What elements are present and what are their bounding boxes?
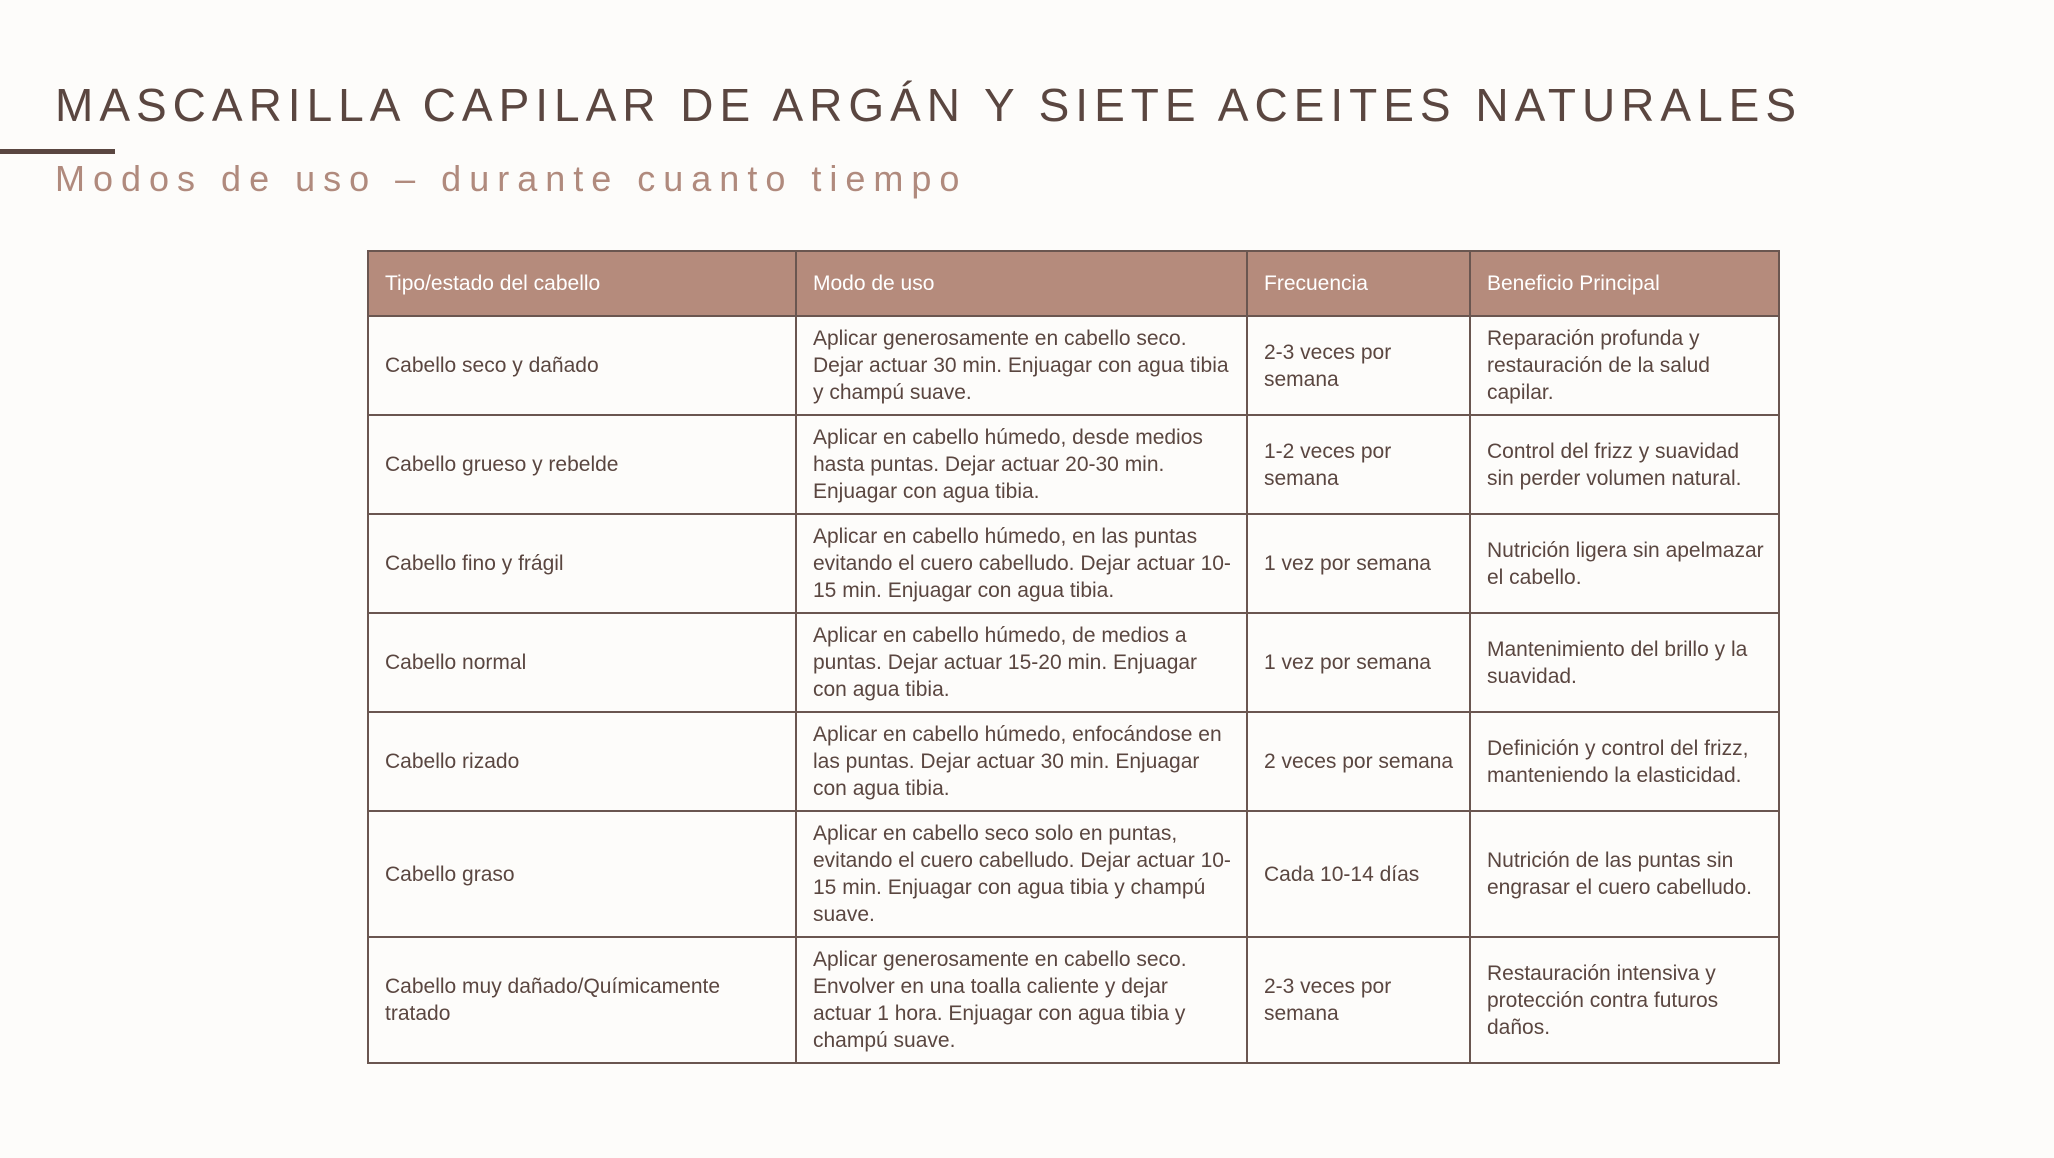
table-row — [368, 613, 1779, 712]
cell-usage-mode: Aplicar en cabello húmedo, en las puntas evitando el cuero cabelludo. Dejar actuar 10-15 min. Enjuagar con agua tibia. — [796, 514, 1247, 613]
cell-frequency: 1-2 veces por semana — [1247, 415, 1470, 514]
cell-usage-mode: Aplicar generosamente en cabello seco. Envolver en una toalla caliente y dejar actuar 1 hora. Enjuagar con agua tibia y champú suave. — [796, 937, 1247, 1063]
cell-hair-type: Cabello muy dañado/Químicamente tratado — [368, 937, 796, 1063]
cell-hair-type: Cabello fino y frágil — [368, 514, 796, 613]
cell-hair-type: Cabello seco y dañado — [368, 316, 796, 415]
cell-main-benefit: Nutrición de las puntas sin engrasar el cuero cabelludo. — [1470, 811, 1779, 937]
cell-frequency: 1 vez por semana — [1247, 514, 1470, 613]
cell-frequency: Cada 10-14 días — [1247, 811, 1470, 937]
table-row — [368, 811, 1779, 937]
page-subtitle: Modos de uso – durante cuanto tiempo — [55, 158, 968, 199]
table-row — [368, 415, 1779, 514]
cell-hair-type: Cabello rizado — [368, 712, 796, 811]
table-row — [368, 937, 1779, 1063]
table-header-row — [368, 251, 1779, 316]
header-main-benefit: Beneficio Principal — [1470, 251, 1779, 316]
cell-main-benefit: Control del frizz y suavidad sin perder volumen natural. — [1470, 415, 1779, 514]
title-accent-line — [0, 149, 115, 154]
cell-main-benefit: Reparación profunda y restauración de la salud capilar. — [1470, 316, 1779, 415]
cell-hair-type: Cabello graso — [368, 811, 796, 937]
cell-frequency: 2 veces por semana — [1247, 712, 1470, 811]
header-hair-type: Tipo/estado del cabello — [368, 251, 796, 316]
cell-frequency: 2-3 veces por semana — [1247, 937, 1470, 1063]
cell-usage-mode: Aplicar en cabello húmedo, enfocándose en las puntas. Dejar actuar 30 min. Enjuagar con agua tibia. — [796, 712, 1247, 811]
cell-usage-mode: Aplicar en cabello húmedo, de medios a puntas. Dejar actuar 15-20 min. Enjuagar con agua tibia. — [796, 613, 1247, 712]
cell-frequency: 1 vez por semana — [1247, 613, 1470, 712]
table-row — [368, 514, 1779, 613]
cell-main-benefit: Nutrición ligera sin apelmazar el cabello. — [1470, 514, 1779, 613]
header-frequency: Frecuencia — [1247, 251, 1470, 316]
cell-main-benefit: Definición y control del frizz, manteniendo la elasticidad. — [1470, 712, 1779, 811]
table-row — [368, 316, 1779, 415]
cell-main-benefit: Restauración intensiva y protección contra futuros daños. — [1470, 937, 1779, 1063]
page-title: MASCARILLA CAPILAR DE ARGÁN Y SIETE ACEITES NATURALES — [55, 79, 1803, 131]
cell-frequency: 2-3 veces por semana — [1247, 316, 1470, 415]
cell-hair-type: Cabello grueso y rebelde — [368, 415, 796, 514]
header-usage-mode: Modo de uso — [796, 251, 1247, 316]
cell-main-benefit: Mantenimiento del brillo y la suavidad. — [1470, 613, 1779, 712]
cell-usage-mode: Aplicar generosamente en cabello seco. Dejar actuar 30 min. Enjuagar con agua tibia y champú suave. — [796, 316, 1247, 415]
cell-usage-mode: Aplicar en cabello seco solo en puntas, evitando el cuero cabelludo. Dejar actuar 10-15 min. Enjuagar con agua tibia y champú suave. — [796, 811, 1247, 937]
table-row — [368, 712, 1779, 811]
cell-usage-mode: Aplicar en cabello húmedo, desde medios hasta puntas. Dejar actuar 20-30 min. Enjuagar con agua tibia. — [796, 415, 1247, 514]
usage-table — [367, 250, 1780, 1064]
cell-hair-type: Cabello normal — [368, 613, 796, 712]
